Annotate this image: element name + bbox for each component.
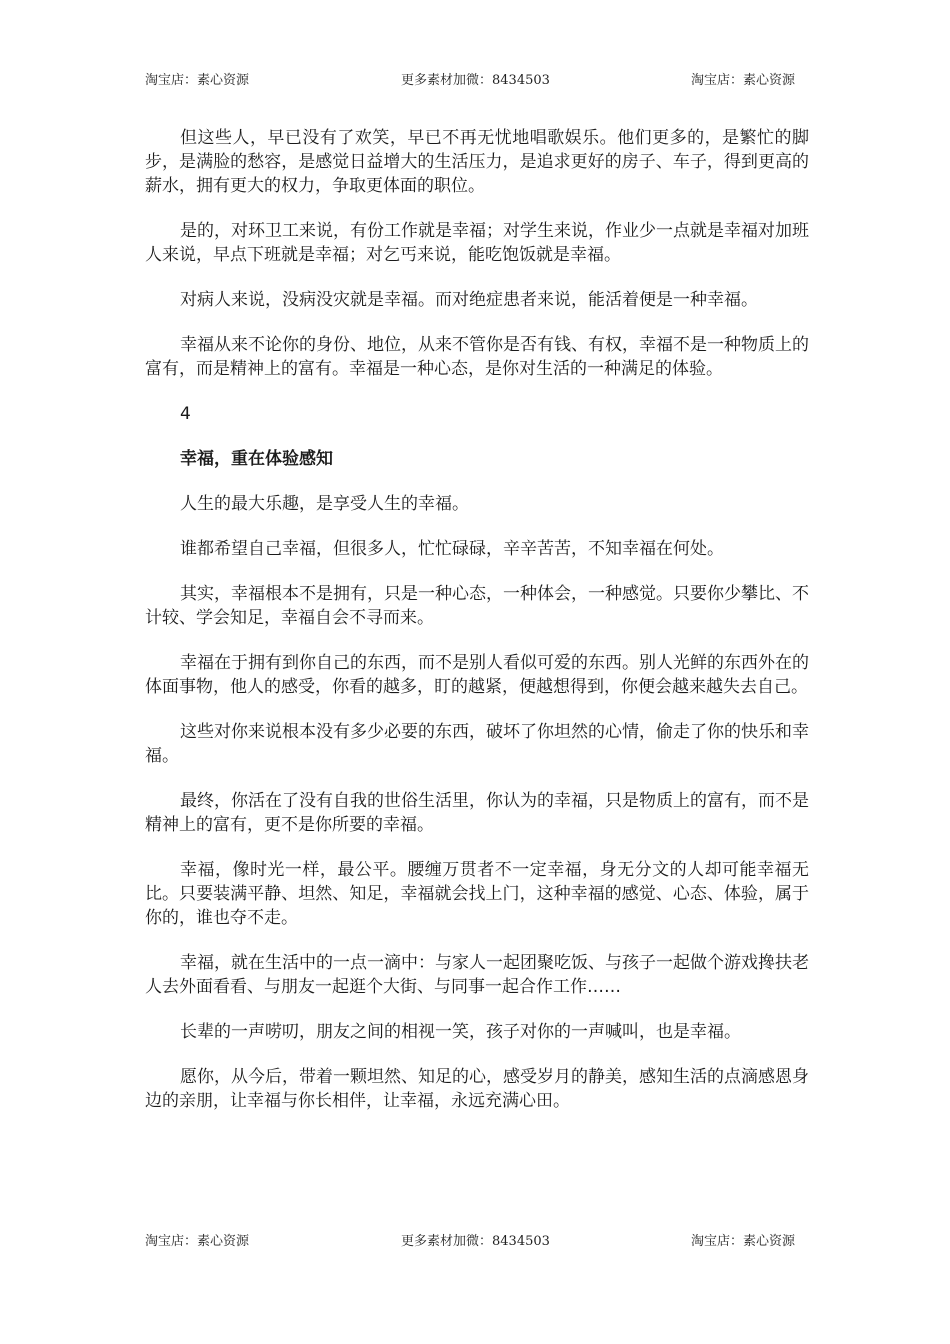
paragraph: 幸福，就在生活中的一点一滴中：与家人一起团聚吃饭、与孩子一起做个游戏搀扶老人去外面看看、与朋友一起逛个大街、与同事一起合作工作…… xyxy=(145,953,809,997)
footer-contact: 更多素材加微：8434503 xyxy=(401,1234,550,1249)
page-footer xyxy=(0,1230,950,1250)
paragraph: 幸福，像时光一样，最公平。腰缠万贯者不一定幸福，身无分文的人却可能幸福无比。只要装满平静、坦然、知足，幸福就会找上门，这种幸福的感觉、心态、体验，属于你的，谁也夺不走。 xyxy=(145,860,809,928)
paragraph: 幸福从来不论你的身份、地位，从来不管你是否有钱、有权，幸福不是一种物质上的富有，而是精神上的富有。幸福是一种心态，是你对生活的一种满足的体验。 xyxy=(145,335,809,379)
header-contact: 更多素材加微：8434503 xyxy=(401,73,550,88)
header-shop-right: 淘宝店：素心资源 xyxy=(691,73,796,88)
paragraph: 愿你，从今后，带着一颗坦然、知足的心，感受岁月的静美，感知生活的点滴感恩身边的亲朋，让幸福与你长相伴，让幸福，永远充满心田。 xyxy=(145,1067,809,1111)
document-body xyxy=(145,126,809,1134)
paragraph: 但这些人，早已没有了欢笑，早已不再无忧地唱歌娱乐。他们更多的，是繁忙的脚步，是满脸的愁容，是感觉日益增大的生活压力，是追求更好的房子、车子，得到更高的薪水，拥有更大的权力，争取更体面的职位。 xyxy=(145,128,809,196)
paragraph: 最终，你活在了没有自我的世俗生活里，你认为的幸福，只是物质上的富有，而不是精神上的富有，更不是你所要的幸福。 xyxy=(145,791,809,835)
paragraph: 人生的最大乐趣，是享受人生的幸福。 xyxy=(180,494,469,514)
paragraph: 长辈的一声唠叨，朋友之间的相视一笑，孩子对你的一声喊叫，也是幸福。 xyxy=(180,1022,741,1042)
paragraph: 对病人来说，没病没灾就是幸福。而对绝症患者来说，能活着便是一种幸福。 xyxy=(180,290,758,310)
paragraph: 谁都希望自己幸福，但很多人，忙忙碌碌，辛辛苦苦，不知幸福在何处。 xyxy=(180,539,724,559)
page-header xyxy=(0,69,950,89)
header-shop-left: 淘宝店：素心资源 xyxy=(145,73,250,88)
section-number: 4 xyxy=(180,404,191,424)
paragraph: 幸福在于拥有到你自己的东西，而不是别人看似可爱的东西。别人光鲜的东西外在的体面事物，他人的感受，你看的越多，盯的越紧，便越想得到，你便会越来越失去自己。 xyxy=(145,653,809,697)
footer-shop-right: 淘宝店：素心资源 xyxy=(691,1234,796,1249)
paragraph: 是的，对环卫工来说，有份工作就是幸福；对学生来说，作业少一点就是幸福对加班人来说，早点下班就是幸福；对乞丐来说，能吃饱饭就是幸福。 xyxy=(145,221,809,265)
paragraph: 其实，幸福根本不是拥有，只是一种心态，一种体会，一种感觉。只要你少攀比、不计较、学会知足，幸福自会不寻而来。 xyxy=(145,584,809,628)
footer-shop-left: 淘宝店：素心资源 xyxy=(145,1234,250,1249)
section-heading: 幸福，重在体验感知 xyxy=(180,449,333,469)
paragraph: 这些对你来说根本没有多少必要的东西，破坏了你坦然的心情，偷走了你的快乐和幸福。 xyxy=(145,722,809,766)
